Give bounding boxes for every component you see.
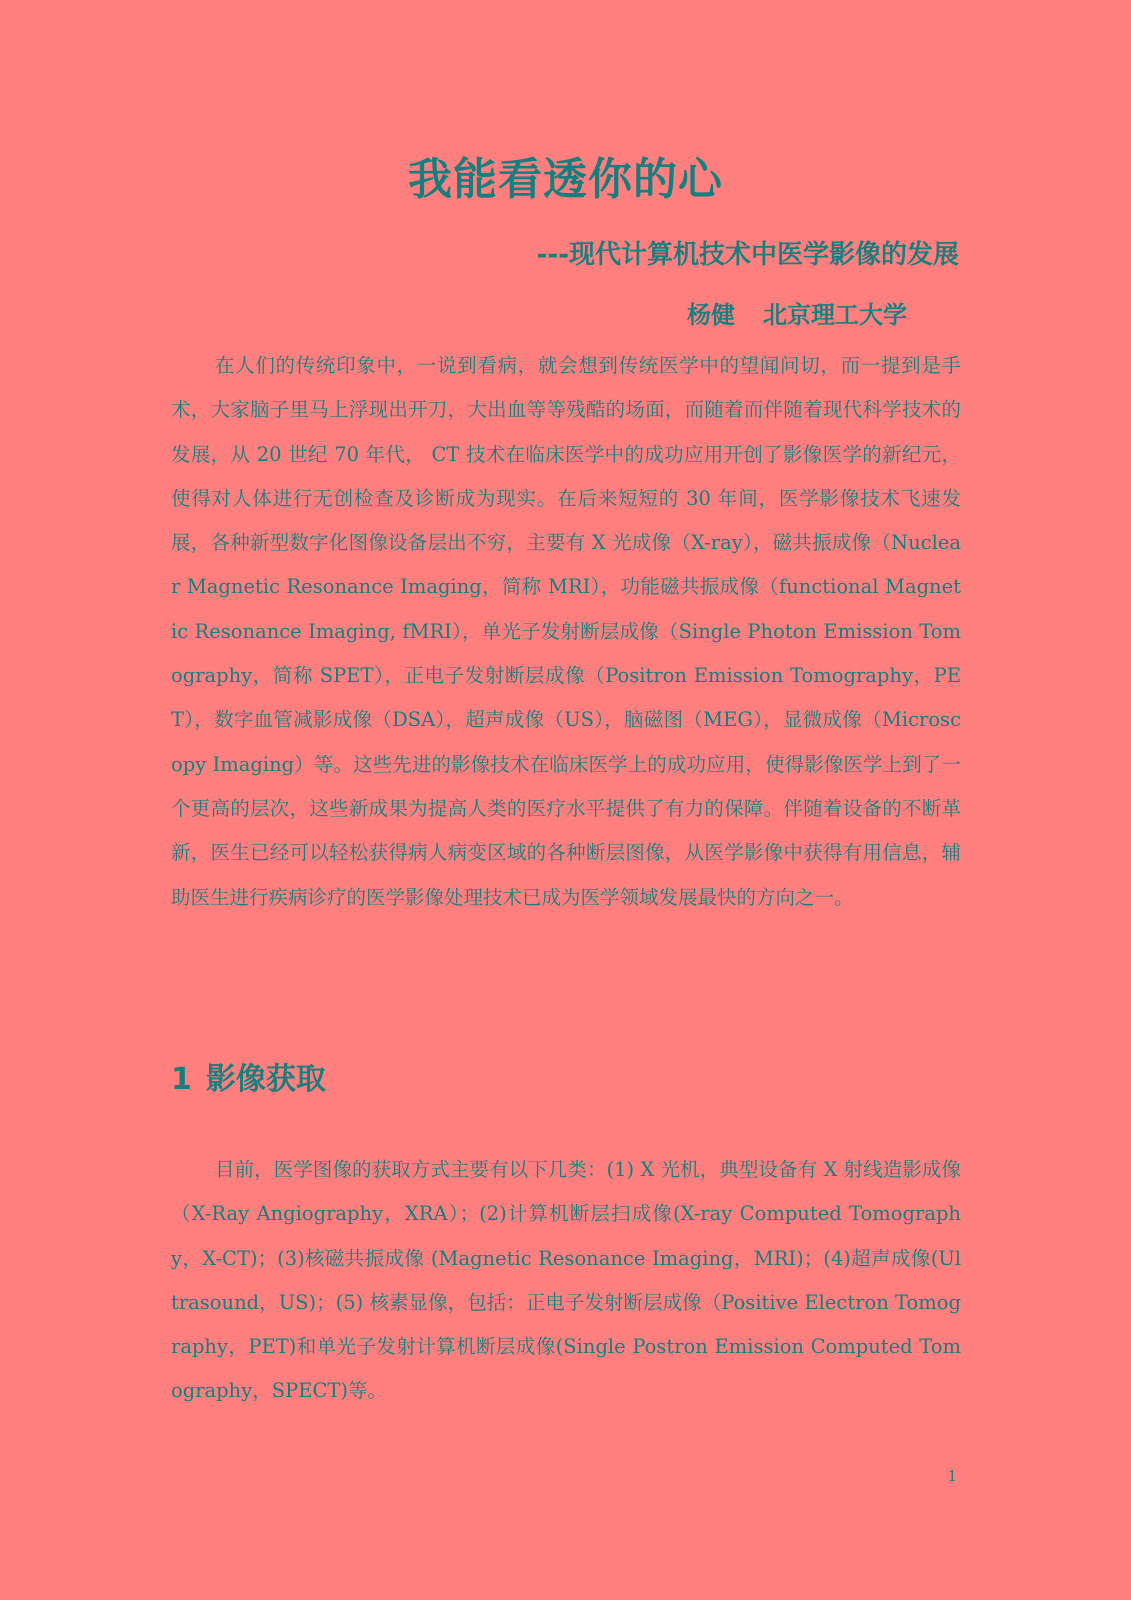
document-subtitle: ---现代计算机技术中医学影像的发展 xyxy=(536,240,959,270)
section-number: 1 xyxy=(171,1062,192,1097)
author-line xyxy=(687,298,907,332)
section-paragraph: 目前，医学图像的获取方式主要有以下几类：(1) X 光机，典型设备有 X 射线造影成像（X-Ray Angiography，XRA）；(2)计算机断层扫成像(X-ray Computed Tomography，X-CT)；(3)核磁共振成像 (Magnetic Resonance Imaging，MRI)；(4)超声成像(Ultrasound，US)；(5) 核素显像，包括：正电子发射断层成像（Positive Electron Tomography，PET)和单光子发射计算机断层成像(Single Postron Emission Computed Tomography，SPECT)等。 xyxy=(171,1158,961,1403)
section-heading xyxy=(171,1060,326,1100)
document-title: 我能看透你的心 xyxy=(408,154,723,205)
author-affiliation: 北京理工大学 xyxy=(763,301,907,329)
page-number: 1 xyxy=(947,1467,957,1485)
author-name: 杨健 xyxy=(687,301,735,329)
intro-paragraph: 在人们的传统印象中，一说到看病，就会想到传统医学中的望闻问切，而一提到是手术，大家脑子里马上浮现出开刀，大出血等等残酷的场面，而随着而伴随着现代科学技术的发展，从 20 世纪 70 年代， CT 技术在临床医学中的成功应用开创了影像医学的新纪元，使得对人体进行无创检查及诊断成为现实。在后来短短的 30 年间，医学影像技术飞速发展，各种新型数字化图像设备层出不穷，主要有 X 光成像（X-ray），磁共振成像（Nuclear Magnetic Resonance Imaging，简称 MRI），功能磁共振成像（functional Magnetic Resonance Imaging, fMRI），单光子发射断层成像（Single Photon Emission Tomography，简称 SPET），正电子发射断层成像（Positron Emission Tomography，PET），数字血管减影成像（DSA），超声成像（US），脑磁图（MEG），显微成像（Microscopy Imaging）等。这些先进的影像技术在临床医学上的成功应用，使得影像医学上到了一个更高的层次，这些新成果为提高人类的医疗水平提供了有力的保障。伴随着设备的不断革新，医生已经可以轻松获得病人病变区域的各种断层图像，从医学影像中获得有用信息，辅助医生进行疾病诊疗的医学影像处理技术已成为医学领域发展最快的方向之一。 xyxy=(171,354,961,909)
section-title: 影像获取 xyxy=(205,1062,326,1097)
